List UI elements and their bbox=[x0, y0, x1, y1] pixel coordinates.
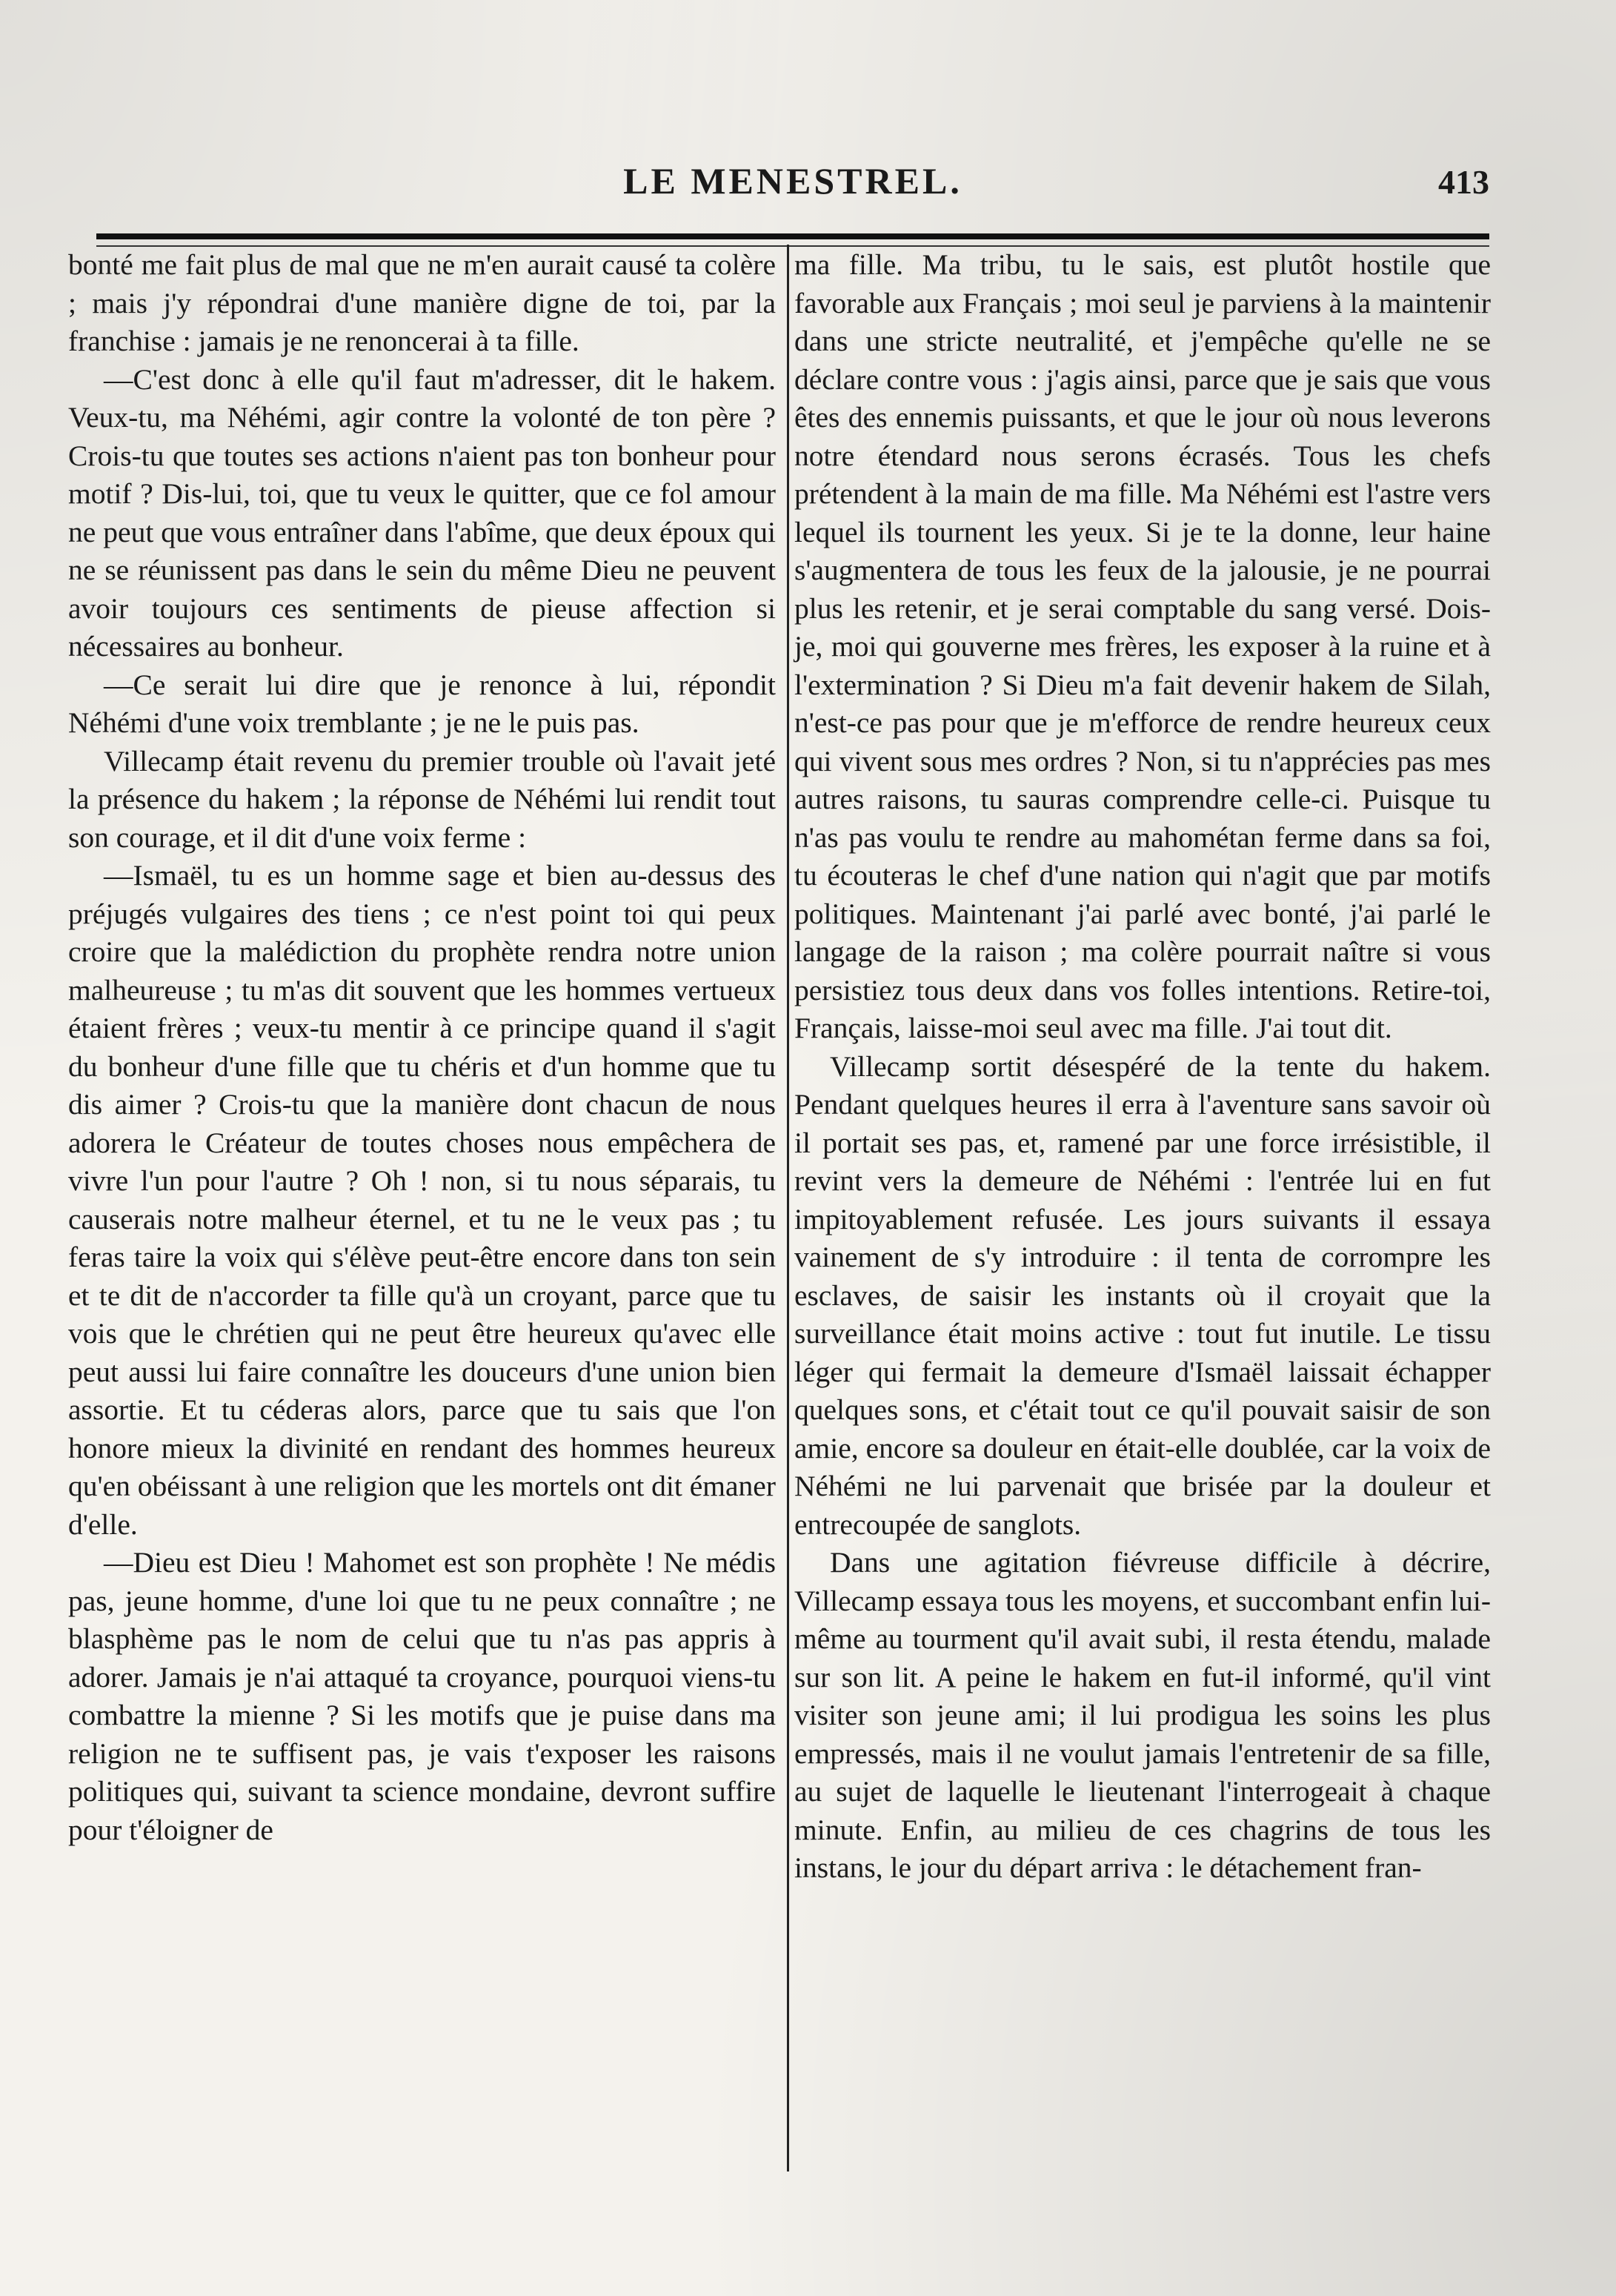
paragraph: —C'est donc à elle qu'il faut m'adresser, dit le hakem. Veux-tu, ma Néhémi, agir contre la volonté de ton père ? Crois-tu que toutes ses actions n'aient pas ton bonheur pour motif ? Dis-lui, toi, que tu veux le quitter, que ce fol amour ne peut que vous entraîner dans l'abîme, que deux époux qui ne se réunissent pas dans le sein du même Dieu ne peuvent avoir toujours ces sentiments de pieuse affection si nécessaires au bonheur. bbox=[68, 362, 776, 663]
journal-title: LE MENESTREL. bbox=[623, 160, 962, 202]
paragraph: bonté me fait plus de mal que ne m'en aurait causé ta colère ; mais j'y répondrai d'une manière digne de toi, par la franchise : jamais je ne renoncerai à ta fille. bbox=[68, 248, 776, 357]
paragraph: —Dieu est Dieu ! Mahomet est son prophète ! Ne médis pas, jeune homme, d'une loi que tu ne peux connaître ; ne blasphème pas le nom de celui que tu n'as pas appris à adorer. Jamais je n'ai attaqué ta croyance, pourquoi viens-tu combattre la mienne ? Si les motifs que je puise dans ma religion ne te suffisent pas, je vais t'exposer les raisons politiques qui, suivant ta science mondaine, devront suffire pour t'éloigner de bbox=[68, 1546, 776, 1846]
paragraph: Villecamp sortit désespéré de la tente du hakem. Pendant quelques heures il erra à l'aventure sans savoir où il portait ses pas, et, ramené par une force irrésistible, il revint vers la demeure de Néhémi : l'entrée lui en fut impitoyablement refusée. Les jours suivants il essaya vainement de s'y introduire : il tenta de corrompre les esclaves, de saisir les instants où il croyait que la surveillance était moins active : tout fut inutile. Le tissu léger qui fermait la demeure d'Ismaël laissait échapper quelques sons, et c'était tout ce qu'il pouvait saisir de son amie, encore sa douleur en était-elle doublée, car la voix de Néhémi ne lui parvenait que brisée par la douleur et entrecoupée de sanglots. bbox=[794, 1049, 1491, 1541]
paragraph: —Ismaël, tu es un homme sage et bien au-dessus des préjugés vulgaires des tiens ; ce n'est point toi qui peux croire que la malédiction du prophète rendra notre union malheureuse ; tu m'as dit souvent que les hommes vertueux étaient frères ; veux-tu mentir à ce principe quand il s'agit du bonheur d'une fille que tu chéris et d'un homme que tu dis aimer ? Crois-tu que la manière dont chacun de nous adorera le Créateur de toutes choses nous empêchera de vivre l'un pour l'autre ? Oh ! non, si tu nous séparais, tu causerais notre malheur éternel, et tu ne le veux pas ; tu feras taire la voix qui s'élève peut-être encore dans ton sein et te dit de n'accorder ta fille qu'à un croyant, parce que tu vois que le chrétien qui ne peut être heureux qu'avec elle peut aussi lui faire connaître les douceurs d'une union bien assortie. Et tu céderas alors, parce que tu sais que l'on honore mieux la divinité en rendant des hommes heureux qu'en obéissant à une religion que les mortels ont dit émaner d'elle. bbox=[68, 859, 776, 1541]
paragraph: —Ce serait lui dire que je renonce à lui, répondit Néhémi d'une voix tremblante ; je ne le puis pas. bbox=[68, 668, 776, 739]
page-number: 413 bbox=[1438, 163, 1489, 201]
paragraph: Villecamp était revenu du premier trouble où l'avait jeté la présence du hakem ; la réponse de Néhémi lui rendit tout son courage, et il dit d'une voix ferme : bbox=[68, 744, 776, 854]
page-header bbox=[96, 159, 1489, 211]
column-divider bbox=[787, 245, 789, 2171]
header-rule-thick bbox=[96, 233, 1489, 239]
paragraph: ma fille. Ma tribu, tu le sais, est plutôt hostile que favorable aux Français ; moi seul je parviens à la maintenir dans une stricte neutralité, et j'empêche qu'elle ne se déclare contre vous : j'agis ainsi, parce que je sais que vous êtes des ennemis puissants, et que le jour où nous leverons notre étendard nous serons écrasés. Tous les chefs prétendent à la main de ma fille. Ma Néhémi est l'astre vers lequel ils tournent les yeux. Si je te la donne, leur haine s'augmentera de tous les feux de la jalousie, je ne pourrai plus les retenir, et je serai comptable du sang versé. Dois-je, moi qui gouverne mes frères, les exposer à la ruine et à l'extermination ? Si Dieu m'a fait devenir hakem de Silah, n'est-ce pas pour que je m'efforce de rendre heureux ceux qui vivent sous mes ordres ? Non, si tu n'apprécies pas mes autres raisons, tu sauras comprendre celle-ci. Puisque tu n'as pas voulu te rendre au mahométan ferme dans sa foi, tu écouteras le chef d'une nation qui n'agit que par motifs politiques. Maintenant j'ai parlé avec bonté, j'ai parlé le langage de la raison ; ma colère pourrait naître si vous persistiez tous deux dans vos folles intentions. Retire-toi, Français, laisse-moi seul avec ma fille. J'ai tout dit. bbox=[794, 248, 1491, 1044]
paragraph: Dans une agitation fiévreuse difficile à décrire, Villecamp essaya tous les moyens, et succombant enfin lui-même au tourment qu'il avait subi, il resta étendu, malade sur son lit. A peine le hakem en fut-il informé, qu'il vint visiter son jeune ami; il lui prodigua les soins les plus empressés, mais il ne voulut jamais l'entretenir de sa fille, au sujet de laquelle le lieutenant l'interrogeait à chaque minute. Enfin, au milieu de ces chagrins de tous les instans, le jour du départ arriva : le détachement fran- bbox=[794, 1546, 1491, 1884]
left-column bbox=[68, 246, 776, 1849]
right-column bbox=[794, 246, 1491, 1888]
